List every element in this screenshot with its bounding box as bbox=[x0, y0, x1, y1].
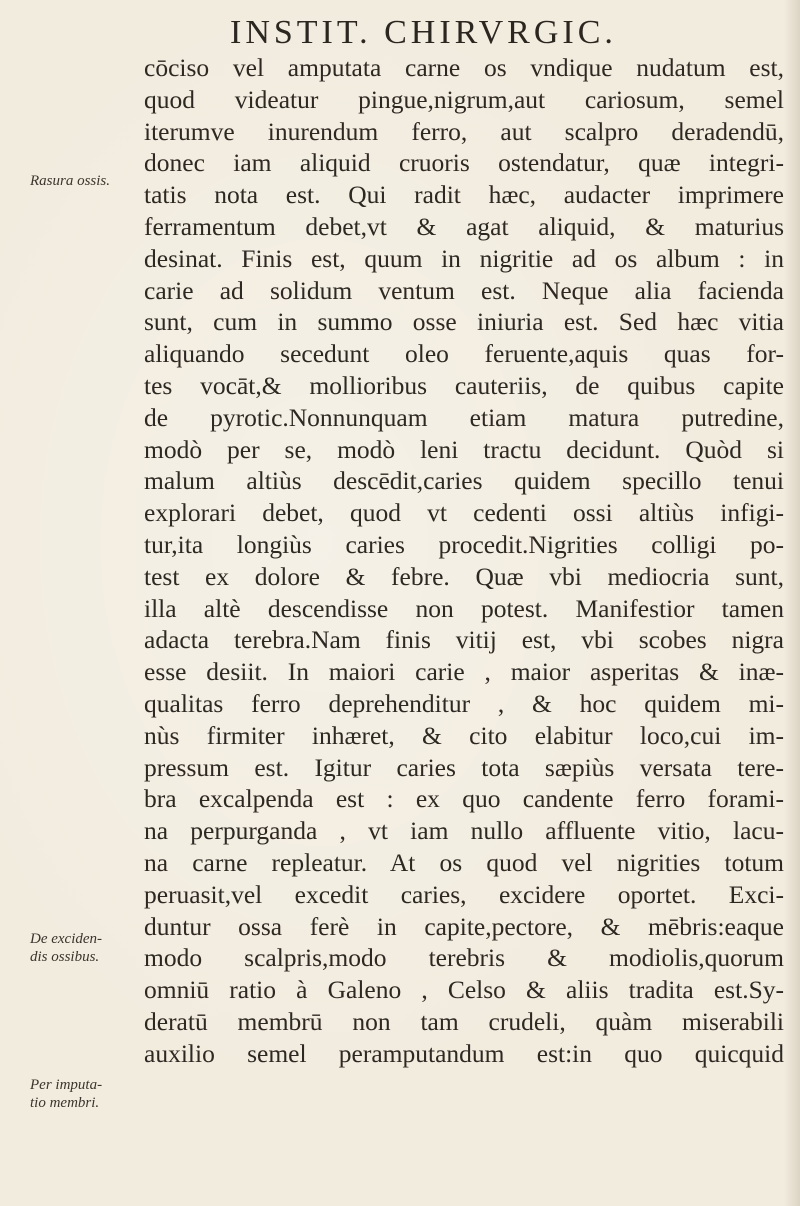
text-line: ferramentum debet,vt & agat aliquid, & maturius bbox=[144, 211, 784, 241]
text-line: deratū membrū non tam crudeli, quàm miserabili bbox=[144, 1006, 784, 1036]
text-line: carie ad solidum ventum est. Neque alia facienda bbox=[144, 275, 784, 305]
text-line: omniū ratio à Galeno , Celso & aliis tradita est.Sy- bbox=[144, 975, 784, 1005]
text-line: quod videatur pingue,nigrum,aut cariosum, semel bbox=[144, 84, 784, 114]
text-line: qualitas ferro deprehenditur , & hoc quidem mi- bbox=[144, 688, 784, 718]
text-line: explorari debet, quod vt cedenti ossi altiùs infigi- bbox=[144, 498, 784, 528]
text-line: cōciso vel amputata carne os vndique nudatum est, bbox=[144, 53, 784, 82]
margin-note-rasura bbox=[30, 172, 142, 190]
margin-note-excidendis bbox=[30, 930, 142, 966]
text-line: tes vocāt,& mollioribus cauteriis, de quibus capite bbox=[144, 370, 784, 400]
text-line: malum altiùs descēdit,caries quidem specillo tenui bbox=[144, 466, 784, 496]
text-line: na perpurganda , vt iam nullo affluente vitio, lacu- bbox=[144, 816, 784, 846]
margin-note-line: De exciden- bbox=[30, 931, 103, 947]
margin-note-amputatio bbox=[30, 1076, 142, 1112]
text-line: modo scalpris,modo terebris & modiolis,quorum bbox=[144, 943, 784, 973]
margin-note-line: dis ossibus. bbox=[30, 949, 100, 965]
text-line: duntur ossa ferè in capite,pectore, & mēbris:eaque bbox=[144, 911, 784, 941]
text-line: tur,ita longiùs caries procedit.Nigrities colligi po- bbox=[144, 529, 784, 559]
text-line: de pyrotic.Nonnunquam etiam matura putredine, bbox=[144, 402, 784, 432]
text-line: na carne repleatur. At os quod vel nigrities totum bbox=[144, 847, 784, 877]
page-edge-shadow bbox=[784, 0, 800, 1206]
text-line: nùs firmiter inhæret, & cito elabitur loco,cui im- bbox=[144, 720, 784, 750]
text-line: test ex dolore & febre. Quæ vbi mediocria sunt, bbox=[144, 561, 784, 591]
text-line: sunt, cum in summo osse iniuria est. Sed hæc vitia bbox=[144, 307, 784, 337]
text-line: modò per se, modò leni tractu decidunt. Quòd si bbox=[144, 434, 784, 464]
running-head: INSTIT. CHIRVRGIC. bbox=[230, 14, 617, 51]
margin-note-line: Rasura ossis. bbox=[30, 173, 111, 189]
text-line: aliquando secedunt oleo feruente,aquis quas for- bbox=[144, 339, 784, 369]
main-text-block bbox=[144, 52, 784, 1070]
text-line: peruasit,vel excedit caries, excidere oportet. Exci- bbox=[144, 879, 784, 909]
margin-note-line: Per imputa- bbox=[30, 1077, 103, 1093]
text-line: desinat. Finis est, quum in nigritie ad os album : in bbox=[144, 243, 784, 273]
text-line: illa altè descendisse non potest. Manifestior tamen bbox=[144, 593, 784, 623]
text-line: pressum est. Igitur caries tota sæpiùs versata tere- bbox=[144, 752, 784, 782]
margin-note-line: tio membri. bbox=[30, 1095, 100, 1111]
text-line: bra excalpenda est : ex quo candente ferro forami- bbox=[144, 784, 784, 814]
text-line: auxilio semel peramputandum est:in quo quicquid bbox=[144, 1038, 784, 1068]
text-line: adacta terebra.Nam finis vitij est, vbi scobes nigra bbox=[144, 625, 784, 655]
text-line: donec iam aliquid cruoris ostendatur, quæ integri- bbox=[144, 148, 784, 178]
text-line: iterumve inurendum ferro, aut scalpro deradendū, bbox=[144, 116, 784, 146]
text-line: tatis nota est. Qui radit hæc, audacter imprimere bbox=[144, 180, 784, 210]
text-line: esse desiit. In maiori carie , maior asperitas & inæ- bbox=[144, 657, 784, 687]
